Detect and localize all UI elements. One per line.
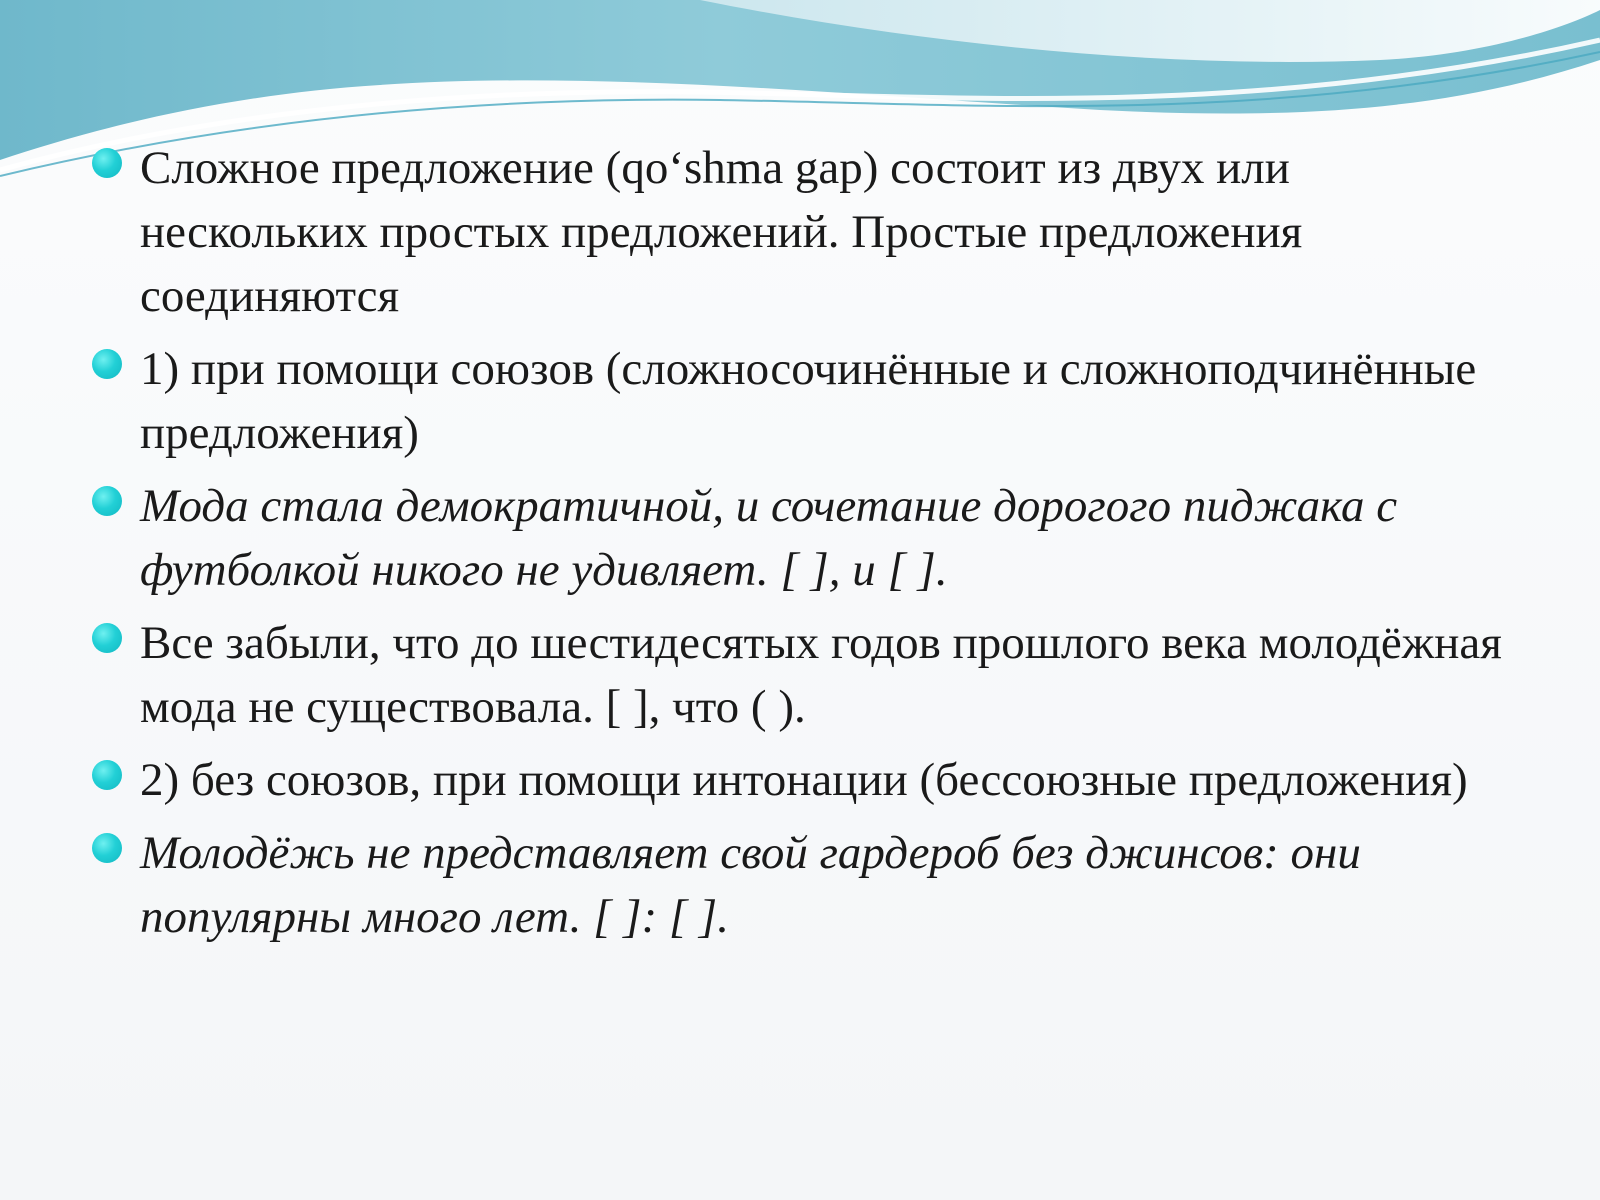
- bullet-item: [92, 748, 1512, 812]
- bullet-text: 1) при помощи союзов (сложносочинённые и сложноподчинённые предложения): [140, 343, 1477, 459]
- bullet-dot-icon: [92, 486, 122, 516]
- bullet-item: [92, 474, 1512, 602]
- bullet-text: 2) без союзов, при помощи интонации (бессоюзные предложения): [140, 754, 1468, 806]
- bullet-item: [92, 136, 1512, 328]
- bullet-dot-icon: [92, 148, 122, 178]
- bullet-list: [92, 136, 1512, 958]
- bullet-text: Молодёжь не представляет свой гардероб без джинсов: они популярны много лет. [ ]: [ ].: [140, 827, 1361, 943]
- bullet-text: Мода стала демократичной, и сочетание дорогого пиджака с футболкой никого не удивляет. [ ], и [ ].: [140, 480, 1398, 596]
- bullet-item: [92, 821, 1512, 949]
- bullet-item: [92, 337, 1512, 465]
- bullet-dot-icon: [92, 349, 122, 379]
- bullet-text: Все забыли, что до шестидесятых годов прошлого века молодёжная мода не существовала. [ ], что ( ).: [140, 617, 1502, 733]
- bullet-item: [92, 611, 1512, 739]
- bullet-dot-icon: [92, 760, 122, 790]
- bullet-dot-icon: [92, 833, 122, 863]
- bullet-dot-icon: [92, 623, 122, 653]
- bullet-text: Сложное предложение (qo‘shma gap) состоит из двух или нескольких простых предложений. Простые предложения соединяются: [140, 142, 1303, 322]
